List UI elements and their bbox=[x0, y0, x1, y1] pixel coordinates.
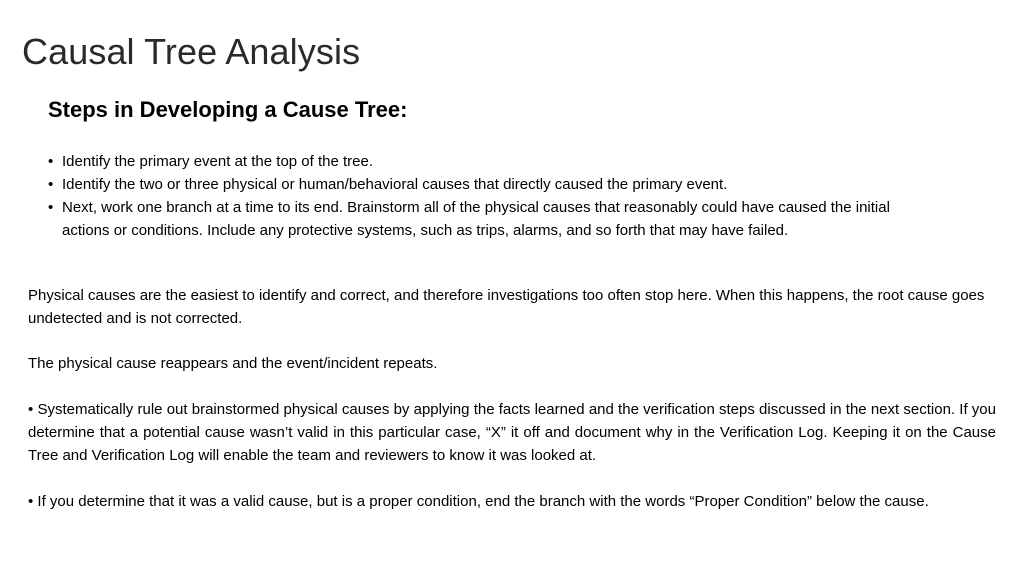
list-item: • Identify the two or three physical or human/behavioral causes that directly caused the primary event. bbox=[48, 173, 918, 196]
slide-title: Causal Tree Analysis bbox=[22, 31, 361, 72]
list-item: • Identify the primary event at the top of the tree. bbox=[48, 150, 918, 173]
steps-list bbox=[48, 150, 918, 242]
list-item: • Next, work one branch at a time to its end. Brainstorm all of the physical causes that reasonably could have caused the initial actions or conditions. Include any protective systems, such as trips, alarms, and so forth that may have failed. bbox=[48, 196, 918, 242]
paragraph-proper-condition: • If you determine that it was a valid cause, but is a proper condition, end the branch with the words “Proper Condition” below the cause. bbox=[28, 493, 929, 510]
paragraph-physical-causes: Physical causes are the easiest to identify and correct, and therefore investigations too often stop here. When this happens, the root cause goes undetected and is not corrected. bbox=[28, 287, 985, 327]
section-heading: Steps in Developing a Cause Tree: bbox=[48, 97, 408, 122]
paragraph-rule-out: • Systematically rule out brainstormed physical causes by applying the facts learned and the verification steps discussed in the next section. If you determine that a potential cause wasn’t valid in this particular case, “X” it off and document why in the Verification Log. Keeping it on the Cause Tree and Verification Log will enable the team and reviewers to know it was looked at. bbox=[28, 401, 996, 464]
paragraph-reappears: The physical cause reappears and the event/incident repeats. bbox=[28, 355, 438, 372]
